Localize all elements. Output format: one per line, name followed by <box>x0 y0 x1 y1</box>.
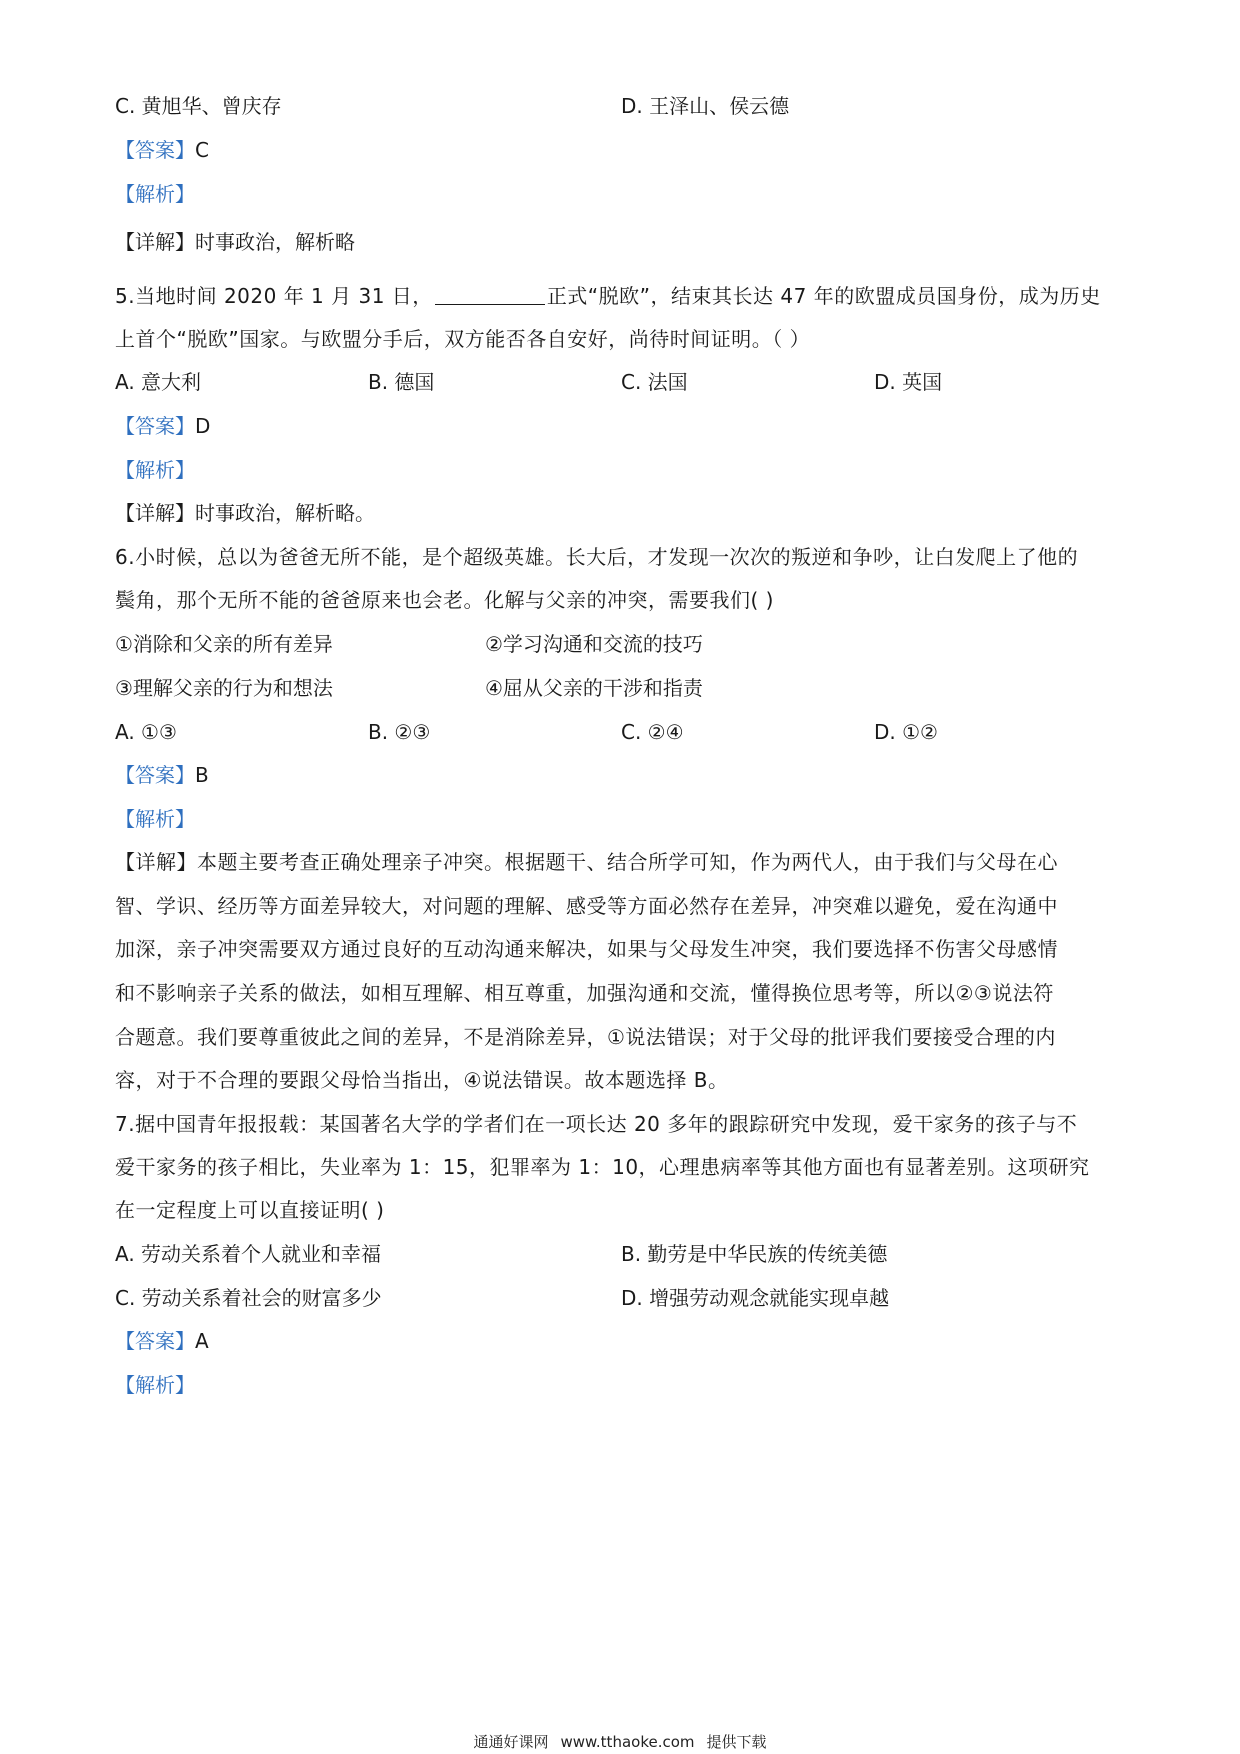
q6-option-a: A. ①③ <box>115 720 177 744</box>
q7-stem-line-2: 爱干家务的孩子相比，失业率为 1：15，犯罪率为 1：10，心理患病率等其他方面也有显著差别。这项研究 <box>115 1155 1090 1179</box>
q4-analysis <box>115 176 1135 212</box>
q7-stem-line-3: 在一定程度上可以直接证明( ) <box>115 1198 385 1222</box>
q5-fill-blank <box>435 282 545 305</box>
q7-options-ab <box>115 1236 1135 1272</box>
detail-label: 【详解】 <box>115 501 195 525</box>
q6-statement-3: ③理解父亲的行为和想法 <box>115 676 333 700</box>
analysis-label: 【解析】 <box>115 182 195 206</box>
q6-options <box>115 714 1135 750</box>
q6-detail-line-1 <box>115 844 1135 880</box>
q6-statements-3-4 <box>115 670 1135 706</box>
answer-label: 【答案】 <box>115 138 195 162</box>
q5-options <box>115 364 1135 400</box>
q6-detail-line-6: 容，对于不合理的要跟父母恰当指出，④说法错误。故本题选择 B。 <box>115 1068 729 1092</box>
q6-statement-1: ①消除和父亲的所有差异 <box>115 632 333 656</box>
q6-stem-line-2: 鬓角，那个无所不能的爸爸原来也会老。化解与父亲的冲突，需要我们( ) <box>115 588 774 612</box>
analysis-label: 【解析】 <box>115 807 195 831</box>
footer-note: 提供下载 <box>706 1733 767 1751</box>
answer-value: D <box>195 414 211 438</box>
q6-option-b: B. ②③ <box>368 720 431 744</box>
q5-stem-after-blank: 正式“脱欧”，结束其长达 47 年的欧盟成员国身份，成为历史 <box>546 284 1101 308</box>
q6-detail-line-3: 加深，亲子冲突需要双方通过良好的互动沟通来解决，如果与父母发生冲突，我们要选择不伤害父母感情 <box>115 937 1058 961</box>
detail-label: 【详解】 <box>115 850 197 874</box>
q6-detail-line-2: 智、学识、经历等方面差异较大，对问题的理解、感受等方面必然存在差异，冲突难以避免，爱在沟通中 <box>115 894 1058 918</box>
q5-analysis <box>115 452 1135 488</box>
q6-detail-line-5: 合题意。我们要尊重彼此之间的差异，不是消除差异，①说法错误；对于父母的批评我们要接受合理的内 <box>115 1025 1056 1049</box>
answer-label: 【答案】 <box>115 1329 195 1353</box>
q7-option-c: C. 劳动关系着社会的财富多少 <box>115 1286 382 1310</box>
analysis-label: 【解析】 <box>115 1373 195 1397</box>
detail-text: 本题主要考查正确处理亲子冲突。根据题干、结合所学可知，作为两代人，由于我们与父母在心 <box>197 850 1058 874</box>
q6-statements-1-2 <box>115 626 1135 662</box>
q7-options-cd <box>115 1280 1135 1316</box>
answer-label: 【答案】 <box>115 414 195 438</box>
q4-option-d: D. 王泽山、侯云德 <box>621 94 790 118</box>
q7-stem-line-1: 7.据中国青年报报载：某国著名大学的学者们在一项长达 20 多年的跟踪研究中发现，爱干家务的孩子与不 <box>115 1112 1078 1136</box>
q7-answer <box>115 1323 1135 1359</box>
q6-answer <box>115 757 1135 793</box>
q5-stem-before-blank: 5.当地时间 2020 年 1 月 31 日， <box>115 284 433 308</box>
q6-detail-line-4: 和不影响亲子关系的做法，如相互理解、相互尊重，加强沟通和交流，懂得换位思考等，所以②③说法符 <box>115 981 1054 1005</box>
footer-url[interactable]: www.tthaoke.com <box>560 1733 695 1751</box>
answer-value: A <box>195 1329 209 1353</box>
q7-analysis <box>115 1367 1135 1403</box>
q4-options-cd <box>115 88 1135 124</box>
answer-value: C <box>195 138 209 162</box>
q6-stem-line-1: 6.小时候，总以为爸爸无所不能，是个超级英雄。长大后，才发现一次次的叛逆和争吵，让白发爬上了他的 <box>115 545 1079 569</box>
q6-option-c: C. ②④ <box>621 720 684 744</box>
q5-stem-line-1 <box>115 278 1135 314</box>
q6-option-d: D. ①② <box>874 720 938 744</box>
q5-option-c: C. 法国 <box>621 370 688 394</box>
analysis-label: 【解析】 <box>115 458 195 482</box>
q7-option-d: D. 增强劳动观念就能实现卓越 <box>621 1286 890 1310</box>
q4-option-c: C. 黄旭华、曾庆存 <box>115 94 282 118</box>
q4-answer <box>115 132 1135 168</box>
q5-option-d: D. 英国 <box>874 370 943 394</box>
detail-text: 时事政治，解析略。 <box>195 501 375 525</box>
answer-value: B <box>195 763 209 787</box>
detail-text: 时事政治，解析略 <box>195 230 355 254</box>
answer-label: 【答案】 <box>115 763 195 787</box>
q5-detail <box>115 495 1135 531</box>
q4-detail <box>115 224 1135 260</box>
q7-option-a: A. 劳动关系着个人就业和幸福 <box>115 1242 382 1266</box>
q5-option-a: A. 意大利 <box>115 370 202 394</box>
q5-answer <box>115 408 1135 444</box>
footer-site-name: 通通好课网 <box>473 1733 549 1751</box>
page-footer <box>0 1732 1240 1752</box>
q6-analysis <box>115 801 1135 837</box>
q5-stem-line-2: 上首个“脱欧”国家。与欧盟分手后，双方能否各自安好，尚待时间证明。（ ） <box>115 327 811 351</box>
detail-label: 【详解】 <box>115 230 195 254</box>
q5-option-b: B. 德国 <box>368 370 435 394</box>
q6-statement-2: ②学习沟通和交流的技巧 <box>485 632 703 656</box>
q7-option-b: B. 勤劳是中华民族的传统美德 <box>621 1242 888 1266</box>
q6-statement-4: ④屈从父亲的干涉和指责 <box>485 676 703 700</box>
